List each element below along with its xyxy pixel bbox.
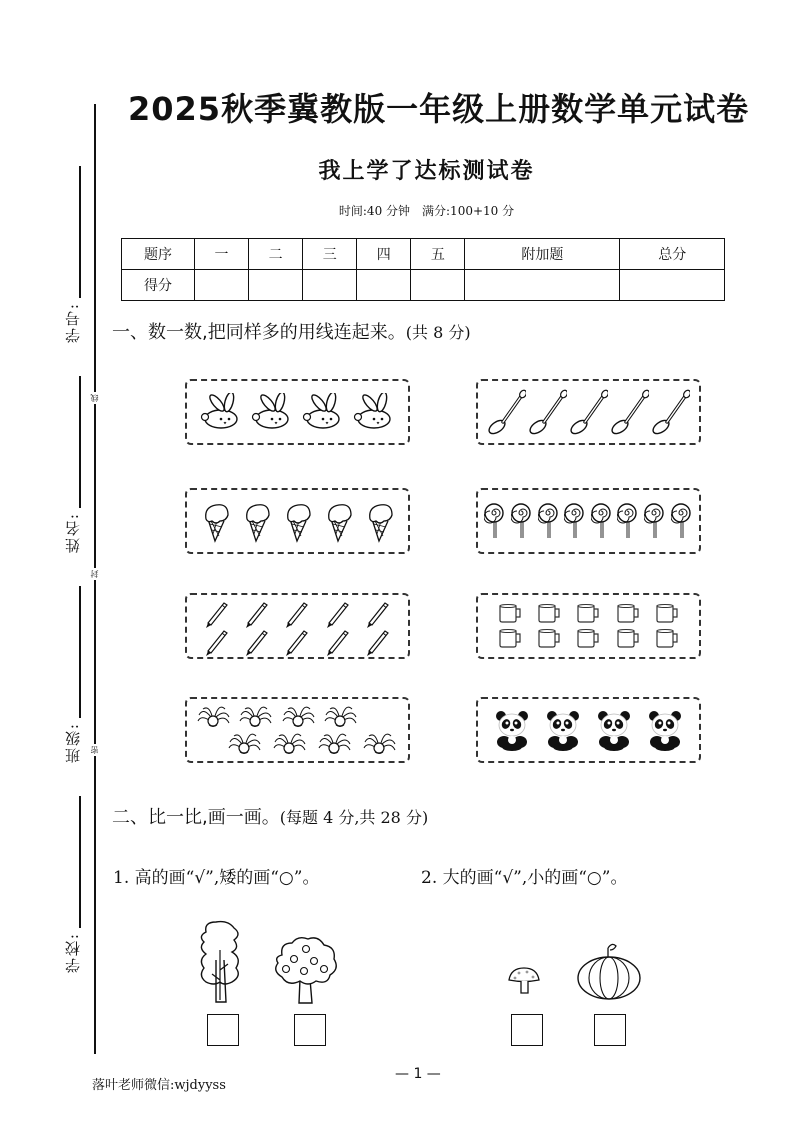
spoon-icon [529, 389, 567, 435]
cup-icon [576, 603, 600, 624]
ice-cream-icon [366, 499, 394, 543]
lollipop-icon [511, 502, 533, 540]
name-blank[interactable] [79, 376, 81, 508]
pencil-icon [327, 629, 349, 657]
name-label: 姓名: [64, 512, 82, 554]
answer-box-pumpkin[interactable] [594, 1014, 626, 1046]
spider-icon [363, 730, 397, 757]
seal-mark-line: 线 [90, 394, 99, 402]
section2-title: 二、比一比,画一画。 [112, 807, 280, 828]
section1-heading [112, 318, 471, 344]
class-blank[interactable] [79, 586, 81, 718]
lollipop-icon [644, 502, 666, 540]
student-id-blank[interactable] [79, 166, 81, 298]
ice-cream-icon [284, 499, 312, 543]
ice-cream-icon [325, 499, 353, 543]
answer-box-apple-tree[interactable] [294, 1014, 326, 1046]
count-box-pencils[interactable] [185, 593, 410, 659]
pencil-icon [246, 629, 268, 657]
rabbit-icon [301, 393, 345, 431]
header-cell: 二 [249, 239, 303, 270]
cup-icon [655, 603, 679, 624]
apple-tree-icon [272, 935, 340, 1005]
seal-mark-seal: 封 [90, 570, 99, 578]
ice-cream-icon [243, 499, 271, 543]
score-cell[interactable] [303, 270, 357, 301]
header-cell: 一 [195, 239, 249, 270]
exam-meta: 时间:40 分钟 满分:100+10 分 [338, 204, 515, 218]
spider-icon [282, 703, 316, 730]
cup-icon [498, 603, 522, 624]
school-label: 学校: [64, 932, 82, 974]
count-box-ice-creams[interactable] [185, 488, 410, 554]
spider-icon [197, 703, 231, 730]
count-box-cups[interactable] [476, 593, 701, 659]
count-box-pandas[interactable] [476, 697, 701, 763]
header-cell: 附加题 [465, 239, 620, 270]
pumpkin-icon [576, 940, 642, 1002]
panda-icon [544, 708, 582, 752]
count-box-rabbits[interactable] [185, 379, 410, 445]
tall-tree-icon [196, 920, 244, 1004]
cup-icon [498, 628, 522, 649]
pencil-icon [367, 601, 389, 629]
score-table [121, 238, 725, 301]
pencil-icon [286, 601, 308, 629]
score-table-header-row [122, 239, 725, 270]
count-box-spoons[interactable] [476, 379, 701, 445]
class-label: 班级: [64, 722, 82, 764]
cup-icon [616, 628, 640, 649]
spider-icon [324, 703, 358, 730]
rabbit-icon [199, 393, 243, 431]
spider-icon [228, 730, 262, 757]
footer-contact: 落叶老师微信:wjdyyss [92, 1078, 226, 1093]
section2-points: (每题 4 分,共 28 分) [279, 808, 429, 827]
spider-icon [318, 730, 352, 757]
lollipop-icon [484, 502, 506, 540]
spoon-icon [611, 389, 649, 435]
panda-icon [646, 708, 684, 752]
spider-icon [239, 703, 273, 730]
header-cell: 五 [411, 239, 465, 270]
cup-icon [616, 603, 640, 624]
rabbit-icon [352, 393, 396, 431]
header-cell: 总分 [620, 239, 725, 270]
section1-points: (共 8 分) [405, 323, 471, 342]
cup-icon [655, 628, 679, 649]
spoon-icon [488, 389, 526, 435]
sub-title: 我上学了达标测试卷 [318, 158, 535, 184]
spoon-icon [652, 389, 690, 435]
count-box-spiders[interactable] [185, 697, 410, 763]
lollipop-icon [538, 502, 560, 540]
section2-heading [112, 803, 428, 829]
score-cell[interactable] [195, 270, 249, 301]
spoon-icon [570, 389, 608, 435]
answer-box-mushroom[interactable] [511, 1014, 543, 1046]
panda-icon [595, 708, 633, 752]
lollipop-icon [671, 502, 693, 540]
header-cell: 三 [303, 239, 357, 270]
answer-box-tall-tree[interactable] [207, 1014, 239, 1046]
score-cell[interactable] [411, 270, 465, 301]
lollipop-icon [564, 502, 586, 540]
spider-icon [273, 730, 307, 757]
pencil-icon [286, 629, 308, 657]
pencil-icon [206, 629, 228, 657]
score-cell[interactable] [620, 270, 725, 301]
score-cell[interactable] [357, 270, 411, 301]
header-cell: 题序 [122, 239, 195, 270]
lollipop-icon [591, 502, 613, 540]
page-number: — 1 — [395, 1066, 441, 1082]
score-row-label: 得分 [122, 270, 195, 301]
question-2-text: 2. 大的画“√”,小的画“○”。 [421, 868, 628, 888]
main-title: 2025秋季冀教版一年级上册数学单元试卷 [128, 90, 750, 128]
lollipop-icon [617, 502, 639, 540]
pencil-icon [367, 629, 389, 657]
section1-title: 一、数一数,把同样多的用线连起来。 [112, 322, 406, 343]
score-cell[interactable] [465, 270, 620, 301]
panda-icon [493, 708, 531, 752]
score-cell[interactable] [249, 270, 303, 301]
cup-icon [537, 603, 561, 624]
question-1-text: 1. 高的画“√”,矮的画“○”。 [113, 868, 320, 888]
cup-icon [537, 628, 561, 649]
student-id-label: 学号: [64, 302, 82, 344]
ice-cream-icon [202, 499, 230, 543]
seal-mark-secret: 密 [90, 746, 99, 754]
school-blank[interactable] [79, 796, 81, 928]
mushroom-icon [507, 966, 541, 996]
rabbit-icon [250, 393, 294, 431]
pencil-icon [327, 601, 349, 629]
pencil-icon [246, 601, 268, 629]
score-table-score-row [122, 270, 725, 301]
pencil-icon [206, 601, 228, 629]
cup-icon [576, 628, 600, 649]
count-box-lollipops[interactable] [476, 488, 701, 554]
header-cell: 四 [357, 239, 411, 270]
